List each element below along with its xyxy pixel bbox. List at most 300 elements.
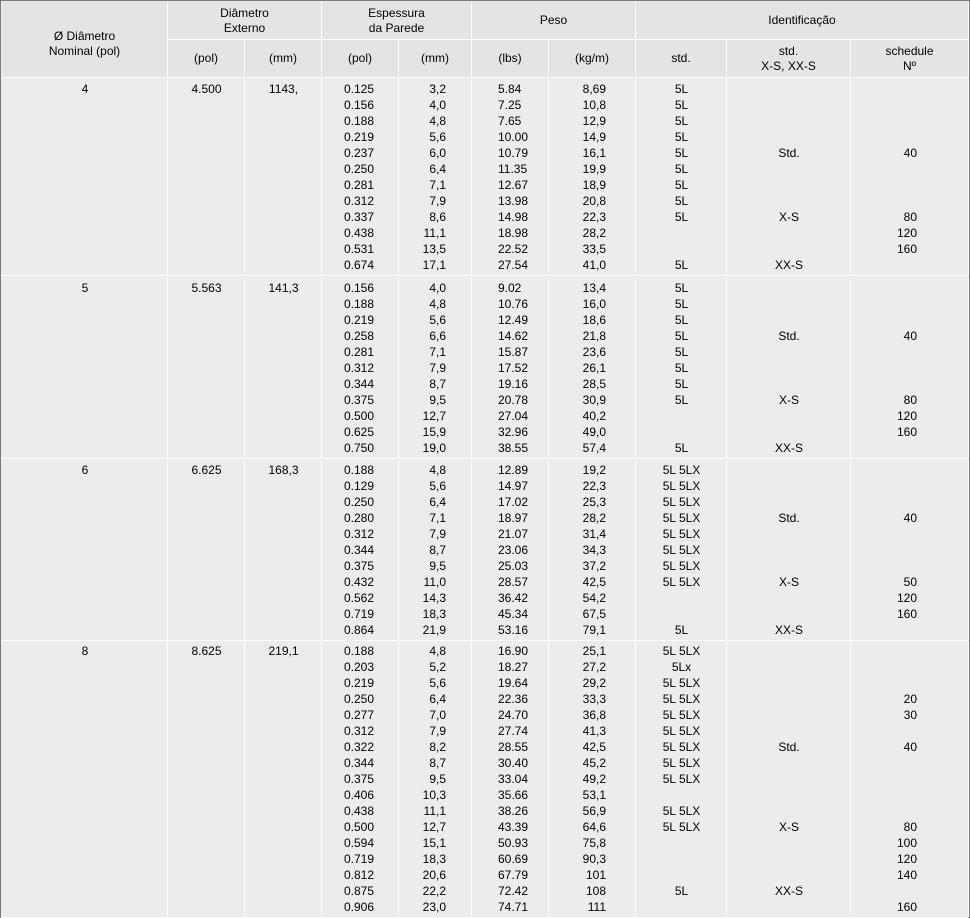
cell-std: 5L (674, 258, 689, 272)
cell-std (636, 590, 727, 606)
cell-pol: 0.531 (344, 242, 375, 256)
cell-sch (851, 755, 917, 771)
cell-mm: 15,9 (422, 425, 446, 439)
cell-std: 5L (674, 178, 689, 192)
cell-sch (851, 312, 917, 328)
cell-sch (851, 462, 917, 478)
header-ext-mm: (mm) (245, 40, 322, 78)
cell-mm: 18,3 (422, 852, 446, 866)
cell-sch (851, 360, 917, 376)
cell-mm: 9,5 (429, 772, 446, 786)
cell-pol: 0.277 (344, 708, 375, 722)
cell-id (727, 241, 851, 257)
cell-sch (851, 675, 917, 691)
cell-sch (851, 440, 917, 456)
header-nominal: Ø Diâmetro Nominal (pol) (2, 2, 168, 78)
cell-sch: 120 (896, 226, 917, 240)
cell-lbs: 12.89 (498, 463, 529, 477)
cell-lbs: 67.79 (498, 868, 529, 882)
cell-mm: 8,6 (429, 210, 446, 224)
cell-lbs: 19.16 (498, 377, 529, 391)
cell-id: XX-S (774, 884, 803, 898)
cell-kgm: 18,9 (582, 178, 606, 192)
cell-mm: 4,8 (429, 644, 446, 658)
cell-mm: 5,6 (429, 313, 446, 327)
header-schedule: schedule Nº (851, 40, 969, 78)
cell-id: Std. (778, 146, 800, 160)
cell-mm: 9,5 (429, 559, 446, 573)
cell-id (727, 526, 851, 542)
header-esp-pol: (pol) (322, 40, 399, 78)
cell-kgm: 29,2 (582, 676, 606, 690)
cell-lbs: 28.57 (498, 575, 529, 589)
cell-pol: 0.281 (344, 345, 375, 359)
cell-std: 5Lx (671, 660, 692, 674)
cell-mm: 23,0 (422, 900, 446, 914)
cell-lbs: 9.02 (498, 281, 522, 295)
cell-pol: 0.280 (344, 511, 375, 525)
cell-id (727, 462, 851, 478)
cell-sch (851, 526, 917, 542)
cell-mm: 4,0 (429, 281, 446, 295)
cell-sch: 40 (903, 329, 917, 343)
cell-kgm: 28,2 (582, 226, 606, 240)
cell-sch (851, 558, 917, 574)
cell-pol: 0.500 (344, 820, 375, 834)
cell-id (727, 344, 851, 360)
cell-id (727, 177, 851, 193)
cell-kgm: 10,8 (582, 98, 606, 112)
cell-std: 5L 5LX (662, 495, 701, 509)
cell-std: 5L (674, 313, 689, 327)
cell-std: 5L 5LX (662, 740, 701, 754)
cell-lbs: 12.49 (498, 313, 529, 327)
cell-id (727, 296, 851, 312)
cell-std (636, 606, 727, 622)
cell-pol: 0.719 (344, 852, 375, 866)
cell-lbs: 21.07 (498, 527, 529, 541)
cell-kgm: 45,2 (582, 756, 606, 770)
cell-std: 5L (674, 146, 689, 160)
cell-lbs: 27.54 (498, 258, 529, 272)
cell-mm: 22,2 (422, 884, 446, 898)
cell-mm: 7,1 (429, 345, 446, 359)
cell-ext-pol: 8.625 (191, 644, 222, 658)
cell-kgm: 16,0 (582, 297, 606, 311)
cell-pol: 0.438 (344, 226, 375, 240)
cell-id (727, 129, 851, 145)
header-identificacao: Identificação (636, 2, 969, 40)
cell-std: 5L 5LX (662, 708, 701, 722)
cell-lbs: 14.97 (498, 479, 529, 493)
cell-pol: 0.312 (344, 361, 375, 375)
cell-id (727, 478, 851, 494)
group-6 (1, 460, 968, 641)
cell-pol: 0.250 (344, 495, 375, 509)
cell-id: XX-S (774, 623, 803, 637)
cell-kgm: 30,9 (582, 393, 606, 407)
cell-mm: 18,3 (422, 607, 446, 621)
col-nominal (2, 641, 168, 917)
cell-id (727, 899, 851, 915)
cell-id (727, 691, 851, 707)
cell-id (727, 360, 851, 376)
cell-mm: 10,3 (422, 788, 446, 802)
cell-mm: 12,7 (422, 820, 446, 834)
cell-sch: 40 (903, 740, 917, 754)
cell-lbs: 27.74 (498, 724, 529, 738)
cell-id (727, 723, 851, 739)
cell-std (636, 408, 727, 424)
cell-ext-pol: 5.563 (191, 281, 222, 295)
cell-mm: 6,4 (429, 162, 446, 176)
cell-kgm: 41,0 (582, 258, 606, 272)
cell-pol: 0.125 (344, 82, 375, 96)
cell-lbs: 17.02 (498, 495, 529, 509)
cell-pol: 0.312 (344, 194, 375, 208)
cell-sch (851, 494, 917, 510)
cell-id (727, 675, 851, 691)
group-4 (1, 79, 968, 276)
cell-lbs: 53.16 (498, 623, 529, 637)
cell-mm: 5,6 (429, 479, 446, 493)
cell-mm: 11,1 (423, 804, 446, 818)
cell-id (727, 81, 851, 97)
cell-std (636, 241, 727, 257)
cell-kgm: 22,3 (582, 479, 606, 493)
cell-kgm: 22,3 (582, 210, 606, 224)
cell-pol: 0.375 (344, 393, 375, 407)
cell-mm: 17,1 (422, 258, 446, 272)
cell-std (636, 899, 727, 915)
cell-id (727, 542, 851, 558)
cell-mm: 5,2 (429, 660, 446, 674)
cell-std: 5L (674, 130, 689, 144)
cell-lbs: 13.98 (498, 194, 529, 208)
cell-pol: 0.203 (344, 660, 375, 674)
cell-pol: 0.875 (344, 884, 375, 898)
cell-pol: 0.322 (344, 740, 375, 754)
cell-kgm: 8,69 (582, 82, 606, 96)
cell-kgm: 90,3 (582, 852, 606, 866)
cell-std: 5L 5LX (662, 644, 701, 658)
cell-pol: 0.188 (344, 644, 375, 658)
cell-mm: 13,5 (422, 242, 446, 256)
cell-lbs: 14.98 (498, 210, 529, 224)
cell-std: 5L (674, 82, 689, 96)
cell-sch (851, 643, 917, 659)
cell-kgm: 28,2 (582, 511, 606, 525)
cell-id (727, 707, 851, 723)
cell-mm: 8,2 (429, 740, 446, 754)
cell-sch: 40 (903, 146, 917, 160)
cell-lbs: 38.55 (498, 441, 529, 455)
cell-mm: 9,5 (429, 393, 446, 407)
cell-kgm: 31,4 (582, 527, 606, 541)
cell-sch: 160 (896, 242, 917, 256)
cell-lbs: 33.04 (498, 772, 529, 786)
cell-id (727, 376, 851, 392)
cell-std: 5L (674, 329, 689, 343)
cell-std: 5L (674, 162, 689, 176)
cell-lbs: 45.34 (498, 607, 529, 621)
cell-std (636, 787, 727, 803)
cell-id (727, 606, 851, 622)
cell-sch (851, 113, 917, 129)
cell-pol: 0.344 (344, 377, 375, 391)
cell-mm: 4,0 (429, 98, 446, 112)
cell-sch: 120 (896, 591, 917, 605)
cell-sch: 40 (903, 511, 917, 525)
cell-pol: 0.250 (344, 162, 375, 176)
header-externo: Diâmetro Externo (168, 2, 322, 40)
cell-pol: 0.312 (344, 724, 375, 738)
cell-sch (851, 478, 917, 494)
cell-kgm: 27,2 (582, 660, 606, 674)
cell-nominal: 4 (81, 82, 89, 96)
cell-pol: 0.156 (344, 98, 375, 112)
cell-id (727, 771, 851, 787)
cell-pol: 0.219 (344, 130, 375, 144)
cell-id: X-S (778, 820, 799, 834)
cell-ext-mm: 168,3 (268, 463, 299, 477)
cell-std: 5L 5LX (662, 756, 701, 770)
cell-sch (851, 787, 917, 803)
cell-pol: 0.432 (344, 575, 375, 589)
cell-id: Std. (778, 740, 800, 754)
col-ext-pol (168, 460, 245, 640)
cell-lbs: 12.67 (498, 178, 529, 192)
cell-lbs: 18.97 (498, 511, 529, 525)
cell-id: X-S (778, 575, 799, 589)
cell-std: 5L 5LX (662, 463, 701, 477)
cell-sch (851, 376, 917, 392)
cell-kgm: 42,5 (582, 740, 606, 754)
cell-pol: 0.864 (344, 623, 375, 637)
cell-lbs: 17.52 (498, 361, 529, 375)
cell-id (727, 424, 851, 440)
cell-id: X-S (778, 393, 799, 407)
col-ext-mm (245, 641, 322, 917)
cell-mm: 11,0 (423, 575, 446, 589)
cell-std: 5L (674, 393, 689, 407)
cell-kgm: 53,1 (582, 788, 606, 802)
cell-kgm: 13,4 (582, 281, 606, 295)
cell-kgm: 18,6 (582, 313, 606, 327)
cell-sch: 30 (903, 708, 917, 722)
cell-kgm: 54,2 (582, 591, 606, 605)
cell-sch (851, 659, 917, 675)
cell-kgm: 41,3 (582, 724, 606, 738)
cell-id (727, 494, 851, 510)
cell-lbs: 72.42 (498, 884, 529, 898)
cell-lbs: 25.03 (498, 559, 529, 573)
cell-lbs: 7.65 (498, 114, 522, 128)
cell-kgm: 67,5 (582, 607, 606, 621)
cell-pol: 0.312 (344, 527, 375, 541)
cell-mm: 14,3 (422, 591, 446, 605)
cell-id (727, 225, 851, 241)
cell-std: 5L (674, 623, 689, 637)
cell-pol: 0.258 (344, 329, 375, 343)
cell-id (727, 643, 851, 659)
cell-mm: 3,2 (429, 82, 446, 96)
cell-kgm: 40,2 (582, 409, 606, 423)
cell-mm: 7,9 (429, 724, 446, 738)
cell-kgm: 14,9 (582, 130, 606, 144)
cell-kgm: 23,6 (582, 345, 606, 359)
cell-lbs: 11.35 (498, 162, 528, 176)
cell-lbs: 74.71 (498, 900, 529, 914)
cell-id (727, 851, 851, 867)
cell-lbs: 28.55 (498, 740, 529, 754)
cell-std (636, 424, 727, 440)
cell-mm: 6,4 (429, 692, 446, 706)
cell-sch (851, 542, 917, 558)
cell-std: 5L (674, 361, 689, 375)
cell-sch (851, 344, 917, 360)
cell-ext-mm: 1143, (268, 82, 299, 96)
header-lbs: (lbs) (472, 40, 549, 78)
cell-kgm: 36,8 (582, 708, 606, 722)
cell-kgm: 64,6 (582, 820, 606, 834)
cell-mm: 15,1 (422, 836, 446, 850)
cell-std: 5L (674, 297, 689, 311)
cell-pol: 0.906 (344, 900, 375, 914)
cell-pol: 0.219 (344, 676, 375, 690)
cell-sch: 80 (903, 393, 917, 407)
cell-std: 5L (674, 210, 689, 224)
cell-kgm: 33,5 (582, 242, 606, 256)
cell-sch (851, 723, 917, 739)
cell-std: 5L 5LX (662, 527, 701, 541)
cell-std: 5L (674, 441, 689, 455)
cell-id (727, 835, 851, 851)
cell-id (727, 590, 851, 606)
cell-mm: 20,6 (422, 868, 446, 882)
cell-std: 5L 5LX (662, 804, 701, 818)
cell-pol: 0.344 (344, 543, 375, 557)
cell-sch: 20 (903, 692, 917, 706)
col-ext-mm (245, 278, 322, 458)
cell-lbs: 18.98 (498, 226, 529, 240)
cell-pol: 0.406 (344, 788, 375, 802)
col-ext-pol (168, 641, 245, 917)
cell-lbs: 19.64 (498, 676, 529, 690)
cell-std (636, 225, 727, 241)
cell-std: 5L 5LX (662, 692, 701, 706)
header-std: std. (636, 40, 727, 78)
cell-sch: 50 (903, 575, 917, 589)
cell-kgm: 26,1 (582, 361, 606, 375)
cell-kgm: 19,2 (582, 463, 606, 477)
cell-pol: 0.156 (344, 281, 375, 295)
cell-mm: 6,4 (429, 495, 446, 509)
cell-mm: 11,1 (423, 226, 446, 240)
cell-kgm: 21,8 (582, 329, 606, 343)
cell-mm: 12,7 (422, 409, 446, 423)
cell-lbs: 50.93 (498, 836, 529, 850)
cell-kgm: 75,8 (582, 836, 606, 850)
cell-pol: 0.719 (344, 607, 375, 621)
cell-kgm: 20,8 (582, 194, 606, 208)
col-ext-mm (245, 460, 322, 640)
header-std-xs: std. X-S, XX-S (727, 40, 851, 78)
cell-nominal: 5 (81, 281, 89, 295)
cell-pol: 0.500 (344, 409, 375, 423)
cell-lbs: 15.87 (498, 345, 529, 359)
cell-sch (851, 883, 917, 899)
cell-ext-pol: 4.500 (191, 82, 222, 96)
cell-lbs: 16.90 (498, 644, 529, 658)
cell-mm: 4,8 (429, 463, 446, 477)
cell-id (727, 867, 851, 883)
cell-sch: 120 (896, 409, 917, 423)
header-peso: Peso (472, 2, 636, 40)
cell-id (727, 312, 851, 328)
cell-std: 5L 5LX (662, 575, 701, 589)
cell-ext-pol: 6.625 (191, 463, 222, 477)
cell-std: 5L (674, 98, 689, 112)
cell-lbs: 5.84 (498, 82, 522, 96)
cell-id: Std. (778, 511, 800, 525)
cell-id (727, 161, 851, 177)
cell-pol: 0.750 (344, 441, 375, 455)
cell-kgm: 79,1 (582, 623, 606, 637)
cell-pol: 0.625 (344, 425, 375, 439)
cell-std: 5L 5LX (662, 543, 701, 557)
col-nominal (2, 79, 168, 275)
cell-mm: 7,9 (429, 361, 446, 375)
header-esp-mm: (mm) (399, 40, 472, 78)
cell-sch (851, 803, 917, 819)
cell-kgm: 25,3 (582, 495, 606, 509)
cell-lbs: 22.36 (498, 692, 529, 706)
cell-lbs: 36.42 (498, 591, 529, 605)
cell-mm: 6,6 (429, 329, 446, 343)
cell-kgm: 34,3 (582, 543, 606, 557)
cell-pol: 0.594 (344, 836, 375, 850)
cell-pol: 0.375 (344, 772, 375, 786)
cell-pol: 0.344 (344, 756, 375, 770)
cell-std: 5L (674, 345, 689, 359)
cell-lbs: 24.70 (498, 708, 529, 722)
cell-id (727, 193, 851, 209)
header-ext-pol: (pol) (168, 40, 245, 78)
cell-std: 5L (674, 884, 689, 898)
cell-std: 5L 5LX (662, 820, 701, 834)
cell-nominal: 6 (81, 463, 89, 477)
cell-mm: 19,0 (422, 441, 446, 455)
cell-std (636, 835, 727, 851)
cell-id (727, 97, 851, 113)
cell-sch (851, 296, 917, 312)
cell-sch (851, 81, 917, 97)
cell-kgm: 56,9 (582, 804, 606, 818)
cell-std: 5L 5LX (662, 772, 701, 786)
cell-lbs: 30.40 (498, 756, 529, 770)
cell-sch (851, 622, 917, 638)
cell-id (727, 755, 851, 771)
cell-id (727, 408, 851, 424)
cell-mm: 8,7 (429, 543, 446, 557)
cell-sch (851, 97, 917, 113)
cell-id: Std. (778, 329, 800, 343)
cell-mm: 7,1 (429, 178, 446, 192)
cell-std (636, 867, 727, 883)
cell-id: X-S (778, 210, 799, 224)
cell-ext-mm: 141,3 (268, 281, 299, 295)
